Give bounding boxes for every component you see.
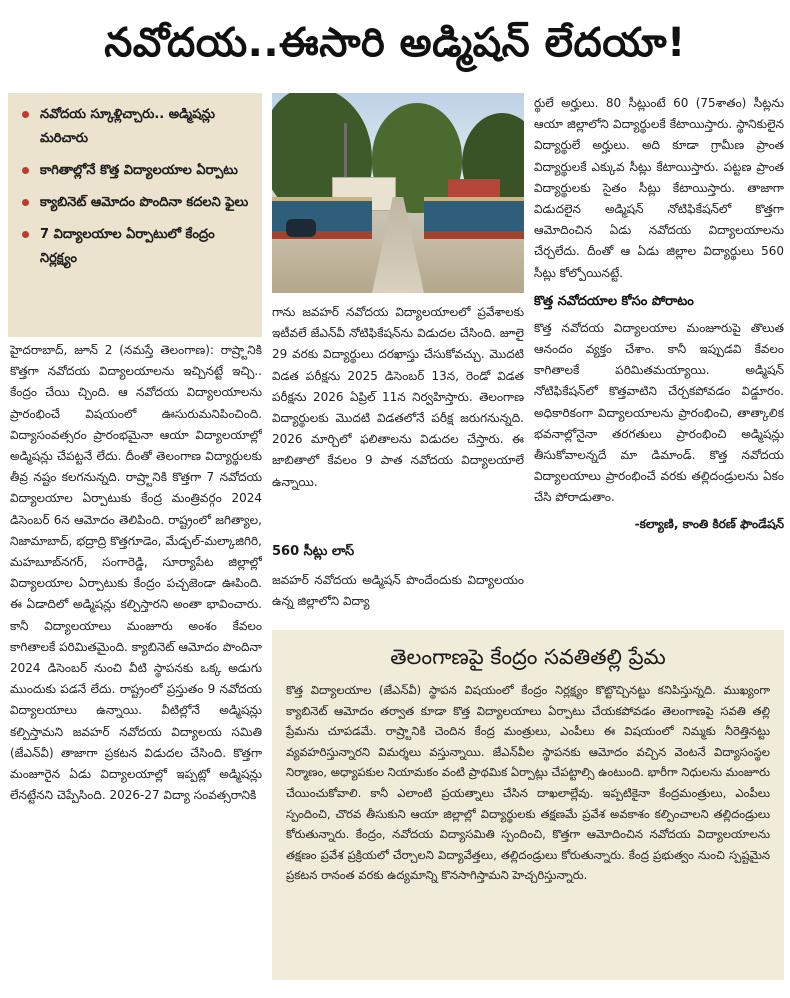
middle-column-text-2: జవహర్ నవోదయ అడ్మిషన్ పొందేందుకు విద్యాలయం ఉన్న జిల్లాలోని విద్యా <box>272 573 524 609</box>
right-subhead: కొత్త నవోదయాల కోసం పోరాటం <box>534 293 694 309</box>
highlight-text: నవోదయ స్కూళ్లిచ్చారు.. అడ్మిషన్లు మరిచారు <box>40 107 216 146</box>
highlight-text: క్యాబినెట్ ఆమోదం పొందినా కదలని ఫైలు <box>40 195 249 210</box>
highlight-item <box>20 223 252 271</box>
editorial-body: కొత్త విద్యాలయాల (జేఎన్‌వీ) స్థాపన విషయంలో కేంద్రం నిర్లక్ష్యం కొట్టొచ్చినట్టు కనిపిస్తున్నది. ముఖ్యంగా క్యాబినెట్ ఆమోదం తర్వాత కూడా కొత్త విద్యాలయాలు ఏర్పాటు చేయకపోవడం తెలంగాణపై సవతి తల్లి ప్రేమను చూపడమే. రాష్ర్టానికి చెందిన కేంద్ర మంత్రులు, ఎంపీలు ఈ విషయంలో నిమ్మకు నీరెత్తినట్టు వ్యవహరిస్తున్నారని విమర్శలు వస్తున్నాయి. జేఎన్‌వీల స్థాపనకు ఆమోదం వచ్చిన వెంటనే విద్యాసంస్థల నిర్మాణం, అధ్యాపకుల నియామకం వంటి ప్రాథమిక ఏర్పాట్లు చేపట్టాల్సి ఉంటుంది. భారీగా నిధులను మంజూరు చేయించుకోవాలి. కానీ ఎలాంటి ప్రయత్నాలు చేసిన దాఖలాల్లేవు. ఇప్పటికైనా కేంద్రమంత్రులు, ఎంపీలు స్పందించి, చొరవ తీసుకుని ఆయా జిల్లాల్లో విద్యార్థులకు తక్షణమే ప్రవేశ అవకాశం కల్పించాలని తల్లిదండ్రులు కోరుతున్నారు. కేంద్రం, నవోదయ విద్యాసమితి స్పందించి, కొత్తగా ఆమోదించిన నవోదయ విద్యాలయాలను తక్షణం ప్రవేశ ప్రక్రియలో చేర్చాలని విద్యావేత్తలు, తల్లిదండ్రులు కోరుతున్నారు. కేంద్ర ప్రభుత్వం నుంచి స్పష్టమైన ప్రకటన రానంత వరకు ఉద్యమాన్ని కొనసాగిస్తామని హెచ్చరిస్తున్నారు. <box>286 683 770 883</box>
photo-motorbike <box>286 219 316 237</box>
photo-roof <box>448 179 500 197</box>
bullet-icon <box>22 111 29 118</box>
middle-column-text: గాను జవహర్ నవోదయ విద్యాలయాలలో ప్రవేశాలకు ఇటీవలే జేఎన్‌వీ నోటిఫికేషన్‌ను విడుదల చేసింది. జూలై 29 వరకు విద్యార్థులు దరఖాస్తు చేసుకోవచ్చు. మొదటి విడత పరీక్షను 2025 డిసెంబర్ 13న, రెండో విడత పరీక్షను 2026 ఏప్రిల్ 11న నిర్వహిస్తారు. తెలంగాణ విద్యార్థులకు మొదటి విడతలోనే పరీక్ష జరుగనున్నది. 2026 మార్చిలో ఫలితాలను విడుదల చేస్తారు. ఈ జాబితాలో కేవలం 9 పాత నవోదయ విద్యాలయాలే ఉన్నాయి. <box>272 305 524 489</box>
editorial-box <box>272 630 784 980</box>
left-column-text: హైదరాబాద్, జూన్ 2 (నమస్తే తెలంగాణ): రాష్ర్టానికి కొత్తగా నవోదయ విద్యాలయాలను ఇచ్చినట్టే ఇచ్చి.. కేంద్రం చేయి చ్చింది. ఆ నవోదయ విద్యాలయాలను ప్రారంభించే విషయంలో ఊసురుమనిపించింది. విద్యాసంవత్సరం ప్రారంభమైనా ఆయా విద్యాలయాల్లో అడ్మిషన్లు చేపట్టనే లేదు. దీంతో తెలంగాణ విద్యార్థులకు తీవ్ర నష్టం కలగనున్నది. రాష్ర్టానికి కొత్తగా 7 నవోదయ విద్యాలయాల ఏర్పాటుకు కేంద్ర మంత్రివర్గం 2024 డిసెంబర్ 6న ఆమోదం తెలిపింది. రాష్ట్రంలో జగిత్యాల, నిజామాబాద్, భద్రాద్రి కొత్తగూడెం, మేడ్చల్-మల్కాజిగిరి, మహబూబ్‌నగర్, సంగారెడ్డి, సూర్యాపేట జిల్లాల్లో విద్యాలయాల ఏర్పాటుకు కేంద్రం పచ్చజెండా ఊపింది. ఈ ఏడాదిలో అడ్మిషన్లు కల్పిస్తారని అంతా భావించారు. కానీ విద్యాలయాలు మంజూరు అంశం కేవలం కాగితాలకే పరిమితమైంది. క్యాబినెట్ ఆమోదం పొందినా 2024 డిసెంబర్ నుంచి వీటి స్థాపనకు ఒక్క అడుగు ముందుకు పడనే లేదు. రాష్ట్రంలో ప్రస్తుతం 9 నవోదయ విద్యాలయాలు ఉన్నాయి. వీటిల్లోనే అడ్మిషన్లు కల్పిస్తామని జవహర్ నవోదయ విద్యాలయ సమితి (జేఎన్‌వీ) తాజాగా ప్రకటన విడుదల చేసింది. కొత్తగా మంజూరైన ఏడు విద్యాలయాల్లో ఇప్పట్లో అడ్మిషన్లు లేనట్టేనని చెప్పేసింది. 2026-27 విద్యా సంవత్సరానికి <box>10 343 262 803</box>
highlights-box <box>8 93 262 337</box>
headline: నవోదయ..ఈసారి అడ్మిషన్ లేదయా! <box>104 20 686 66</box>
highlight-item <box>20 159 252 183</box>
highlight-item <box>20 103 252 151</box>
middle-subhead: 560 సీట్లు లాస్ <box>272 544 355 559</box>
bullet-icon <box>22 167 29 174</box>
highlight-item <box>20 191 252 215</box>
right-column <box>534 93 784 623</box>
left-column <box>10 340 262 980</box>
bullet-icon <box>22 199 29 206</box>
editorial-title: తెలంగాణపై కేంద్రం సవతితల్లి ప్రేమ <box>390 645 666 669</box>
photo-wall-right <box>424 231 524 239</box>
right-column-text-2: కొత్త నవోదయ విద్యాలయాల మంజూరుపై తొలుత ఆనందం వ్యక్తం చేశాం. కానీ ఇప్పుడవి కేవలం కాగితాలకే పరిమితమయ్యాయి. అడ్మిషన్ నోటిఫికేషన్‌లో కొత్తవాటిని చేర్చకపోవడం విడ్డూరం. అధికారికంగా విద్యాలయాలను ప్రారంభించి, తాత్కాలిక భవనాల్లోనైనా తరగతులు ప్రారంభించి అడ్మిషన్లు తీసుకోవాలన్నదే మా డిమాండ్. కొత్త నవోదయ విద్యాలయాలు ప్రారంభించే వరకు తల్లిదండ్రులను ఏకం చేసి పోరాడుతాం. <box>534 320 784 505</box>
middle-column-bottom <box>272 570 524 630</box>
right-column-text: ర్థులే అర్హులు. 80 సీట్లుంటే 60 (75శాతం) సీట్లను ఆయా జిల్లాలోని విద్యార్థులకే కేటాయిస్తారు. స్థానికులైన విద్యార్థులే అర్హులు. అది కూడా గ్రామీణ ప్రాంత విద్యార్థులకే ఎక్కువ సీట్లు కేటాయిస్తారు. పట్టణ ప్రాంత విద్యార్థులకు సైతం సీట్లు కేటాయిస్తారు. తాజాగా విడుదలైన అడ్మిషన్ నోటిఫికేషన్‌లో కొత్తగా ఆమోదించిన ఏడు నవోదయ విద్యాలయాలను చేర్చలేదు. దీంతో ఆ ఏడు జిల్లాల విద్యార్థులు 560 సీట్లు కోల్పోయినట్టే. <box>534 96 784 280</box>
school-gate-photo <box>272 93 524 293</box>
middle-column-top <box>272 302 524 534</box>
quote-signature: -కల్యాణి, కాంతి కిరణ్ ఫౌండేషన్ <box>634 516 784 531</box>
highlight-text: కాగితాల్లోనే కొత్త విద్యాలయాల ఏర్పాటు <box>40 163 238 178</box>
photo-gate-right <box>424 197 524 231</box>
bullet-icon <box>22 231 29 238</box>
highlight-text: 7 విద్యాలయాల ఏర్పాటులో కేంద్రం నిర్లక్ష్యం <box>40 227 215 266</box>
